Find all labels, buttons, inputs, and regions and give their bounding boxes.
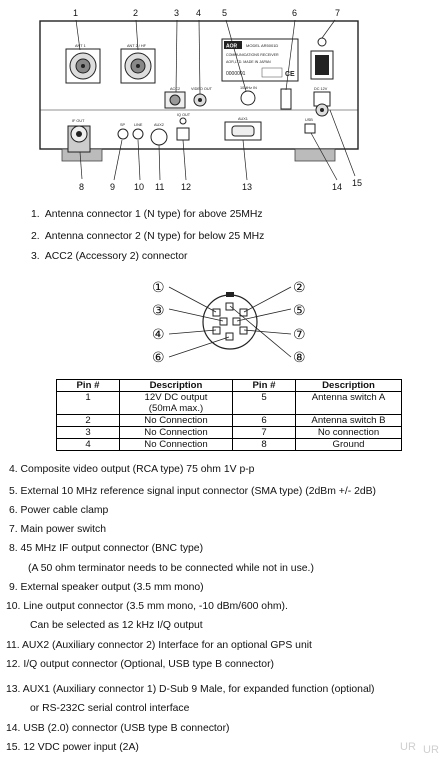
list-item-3 [31,251,188,262]
acc2-pin-table [56,379,402,451]
col-header-pin: Pin # [57,380,120,392]
ref-in-connector [241,91,255,105]
col-header-pin: Pin # [233,380,296,392]
pin-label-5: ⑤ [293,303,306,319]
list-item-number: 1. [31,209,40,220]
list-item-text: Antenna connector 2 (N type) for below 25 MHz [44,231,265,242]
label-ant1: ANT 1 [75,44,86,48]
line-out-jack [133,129,143,139]
label-acc2: ACC2 [170,87,181,91]
list-item-12: 12. I/Q output connector (Optional, USB type B connector) [6,659,274,670]
table-cell: 4 [57,439,120,451]
table-cell: No Connection [120,415,233,427]
callout-1: 1 [73,8,79,18]
label-usb: USB [305,118,313,122]
table-cell: Antenna switch B [296,415,402,427]
table-cell: 2 [57,415,120,427]
callout-8: 8 [79,182,85,192]
table-cell: Ground [296,439,402,451]
table-cell: Antenna switch A [296,392,402,415]
list-item-text: ACC2 (Accessory 2) connector [44,251,188,262]
table-row [57,392,402,415]
table-cell: 1 [57,392,120,415]
callout-13: 13 [242,182,253,192]
right-foot [295,149,335,161]
pin-label-1: ① [152,280,165,296]
label-line: LINE [134,123,143,127]
list-item-number: 3. [31,251,40,262]
list-item-text: Antenna connector 1 (N type) for above 25MHz [44,209,263,220]
callout-14: 14 [332,182,343,192]
list-item-2 [31,231,264,242]
table-row [57,439,402,451]
list-item-1 [31,209,263,220]
col-header-description: Description [296,380,402,392]
list-item-13-note: or RS-232C serial control interface [30,703,190,714]
label-iqout: IQ OUT [177,113,191,117]
dc-power-input [314,92,330,116]
pin-label-7: ⑦ [293,327,306,343]
nameplate-line3: AOR,LTD. MADE IN JAPAN [226,60,271,64]
table-cell: No Connection [120,427,233,439]
table-row [57,427,402,439]
callout-12: 12 [181,182,192,192]
list-item-10: 10. Line output connector (3.5 mm mono, -10 dBm/600 ohm). [6,601,288,612]
acc2-pin-diagram [150,278,310,368]
list-item-10-note: Can be selected as 12 kHz I/Q output [30,620,203,631]
callout-5: 5 [222,8,228,18]
label-video: VIDEO OUT [191,87,212,91]
din-key-notch [226,292,234,297]
list-item-13: 13. AUX1 (Auxiliary connector 1) D-Sub 9 Male, for expanded function (optional) [6,684,375,695]
watermark: UR [423,744,439,756]
list-item-11: 11. AUX2 (Auxiliary connector 2) Interface for an optional GPS unit [6,640,312,651]
label-ref: 10MHz IN [240,86,257,90]
callout-9: 9 [110,182,116,192]
label-ant2: ANT 2 / HF [127,44,146,48]
list-item-8-note: (A 50 ohm terminator needs to be connected while not in use.) [28,563,314,574]
aux2-connector [151,129,167,145]
pin-label-8: ⑧ [293,350,306,366]
antenna-connector-1 [66,49,100,83]
table-header-row [57,380,402,392]
callout-3: 3 [174,8,180,18]
callout-7: 7 [335,8,341,18]
callout-2: 2 [133,8,139,18]
pin-label-2: ② [293,280,306,296]
label-aux1: AUX1 [238,117,248,121]
power-cable-clamp [281,89,291,109]
nameplate-ce: CE [285,71,295,78]
table-cell: 6 [233,415,296,427]
nameplate-serial: 0000001 [226,71,246,77]
callout-4: 4 [196,8,202,18]
if-out-bnc-connector [68,126,90,152]
list-item-9: 9. External speaker output (3.5 mm mono) [9,582,204,593]
aux1-dsub-connector [225,122,261,140]
label-if: IF OUT [72,119,85,123]
list-item-4: 4. Composite video output (RCA type) 75 ohm 1V p-p [9,464,255,475]
table-cell: 8 [233,439,296,451]
label-aux2: AUX2 [154,123,164,127]
list-item-15: 15. 12 VDC power input (2A) [6,742,139,753]
nameplate-brand: AOR [226,43,238,50]
table-cell: 5 [233,392,296,415]
callout-6: 6 [292,8,298,18]
video-out-connector [194,94,206,106]
nameplate-model: MODEL AR5001D [246,43,279,48]
callout-15: 15 [352,178,363,188]
pin-label-3: ③ [152,303,165,319]
list-item-6: 6. Power cable clamp [9,505,109,516]
table-cell: 12V DC output (50mA max.) [120,392,233,415]
label-sp: SP [120,123,126,127]
table-cell: 7 [233,427,296,439]
callout-10: 10 [134,182,145,192]
table-cell: 3 [57,427,120,439]
pin-label-4: ④ [152,327,165,343]
list-item-5: 5. External 10 MHz reference signal input connector (SMA type) (2dBm +/- 2dB) [9,486,377,497]
speaker-jack [118,129,128,139]
pin-label-6: ⑥ [152,350,165,366]
list-item-8: 8. 45 MHz IF output connector (BNC type) [9,543,204,554]
list-item-7: 7. Main power switch [9,524,107,535]
usb-connector [305,124,315,133]
watermark: UR [400,741,416,753]
label-dc: DC 12V [314,87,328,91]
antenna-connector-2 [121,49,155,83]
acc2-connector [165,92,185,108]
table-cell: No connection [296,427,402,439]
col-header-description: Description [120,380,233,392]
table-cell: No Connection [120,439,233,451]
callout-11: 11 [155,182,165,192]
table-row [57,415,402,427]
rear-panel-diagram [0,0,443,200]
nameplate-line2: COMMUNICATIONS RECEIVER [226,53,279,57]
list-item-14: 14. USB (2.0) connector (USB type B connector) [6,723,230,734]
list-item-number: 2. [31,231,40,242]
